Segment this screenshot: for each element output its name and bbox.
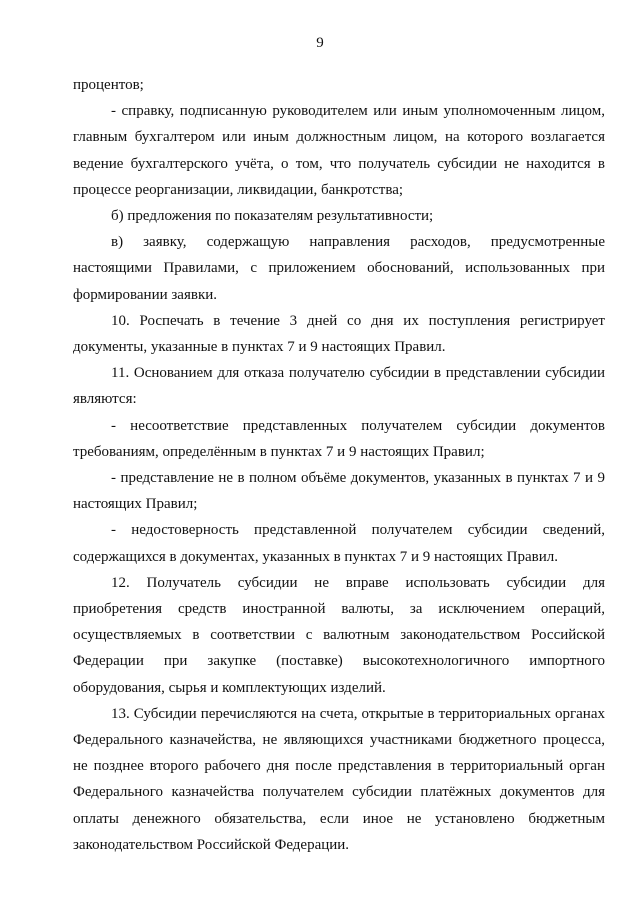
paragraph-item-b: б) предложения по показателям результативности; — [111, 208, 434, 225]
paragraph-continuation: процентов; — [73, 77, 144, 93]
paragraph-clause-13: 13. Субсидии перечисляются на счета, открытые в территориальных органах Федерального казначейства, не являющихся участниками бюджетного процесса, не позднее второго рабочего дня после представления в территориальный орган Федерального казначейства получателем субсидии платёжных документов для оплаты денежного обязательства, если иное не установлено бюджетным законодательством Российской Федерации. — [73, 705, 605, 853]
paragraph-refusal-reason-1: - несоответствие представленных получателем субсидии документов требованиям, определённым в пунктах 7 и 9 настоящих Правил; — [73, 417, 605, 460]
paragraph-item-v: в) заявку, содержащую направления расходов, предусмотренные настоящими Правилами, с приложением обоснований, использованных при формировании заявки. — [73, 234, 605, 303]
paragraph-refusal-reason-2: - представление не в полном объёме документов, указанных в пунктах 7 и 9 настоящих Правил; — [73, 470, 605, 513]
paragraph-clause-10: 10. Роспечать в течение 3 дней со дня их поступления регистрирует документы, указанные в пунктах 7 и 9 настоящих Правил. — [73, 312, 605, 356]
page-number: 9 — [316, 35, 324, 51]
paragraph-reference-certificate: - справку, подписанную руководителем или иным уполномоченным лицом, главным бухгалтером или иным должностным лицом, на которого возлагается ведение бухгалтерского учёта, о том, что получатель субсидии не находится в процессе реорганизации, ликвидации, банкротства; — [73, 103, 605, 198]
paragraph-refusal-reason-3: - недостоверность представленной получателем субсидии сведений, содержащихся в документах, указанных в пунктах 7 и 9 настоящих Правил. — [73, 522, 605, 565]
paragraph-clause-12: 12. Получатель субсидии не вправе использовать субсидии для приобретения средств иностранной валюты, за исключением операций, осуществляемых в соответствии с валютным законодательством Российской Федерации при закупке (поставке) высокотехнологичного импортного оборудования, сырья и комплектующих изделий. — [73, 574, 605, 696]
paragraph-clause-11: 11. Основанием для отказа получателю субсидии в представлении субсидии являются: — [73, 365, 605, 408]
document-body — [73, 72, 605, 858]
